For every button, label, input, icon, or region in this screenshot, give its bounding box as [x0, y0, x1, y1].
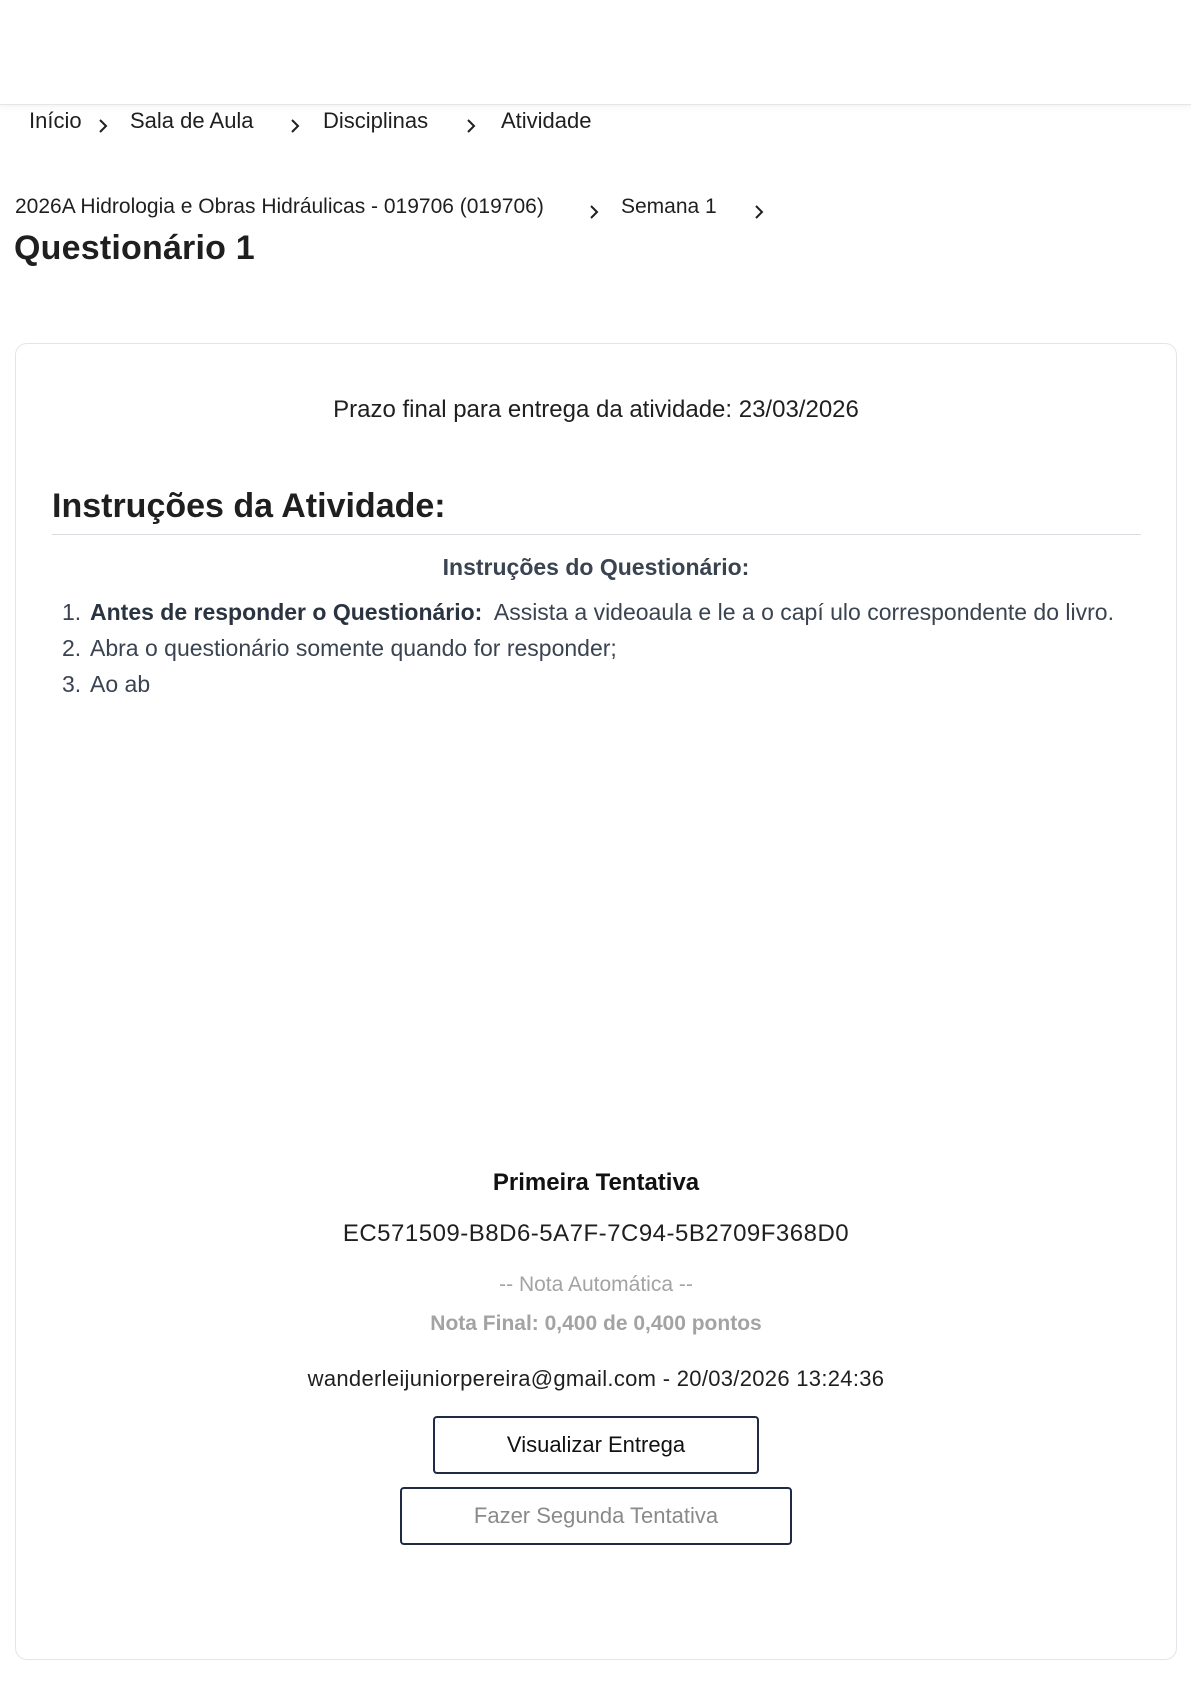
chevron-right-icon — [748, 201, 770, 223]
breadcrumb-course-link[interactable]: 2026A Hidrologia e Obras Hidráulicas - 019706 (019706) — [15, 195, 544, 218]
list-item-bold-text: Antes de responder o Questionário: — [90, 599, 483, 625]
chevron-right-icon — [583, 201, 605, 223]
list-item-number: 1. — [62, 599, 82, 625]
attempt-code: EC571509-B8D6-5A7F-7C94-5B2709F368D0 — [342, 1220, 850, 1247]
breadcrumb-week-link[interactable]: Semana 1 — [621, 195, 717, 218]
list-item-number: 3. — [62, 671, 82, 697]
attempt-title: Primeira Tentativa — [492, 1169, 700, 1196]
breadcrumb-home-link[interactable]: Início — [29, 108, 82, 133]
list-item — [62, 630, 1122, 666]
page-title: Questionário 1 — [14, 229, 255, 267]
final-grade: Nota Final: 0,400 de 0,400 pontos — [430, 1312, 762, 1335]
automatic-grade-note: -- Nota Automática -- — [499, 1273, 693, 1296]
divider — [52, 534, 1141, 535]
view-submission-button[interactable]: Visualizar Entrega — [433, 1416, 759, 1474]
list-item — [62, 594, 1122, 630]
list-item-text: Abra o questionário somente quando for responder; — [90, 635, 617, 661]
breadcrumb-subjects-link[interactable]: Disciplinas — [323, 108, 429, 133]
instructions-list — [62, 594, 1122, 702]
breadcrumb-classroom-link[interactable]: Sala de Aula — [130, 108, 254, 133]
submission-info: wanderleijuniorpereira@gmail.com - 20/03/2026 13:24:36 — [307, 1366, 885, 1391]
questionnaire-instructions-heading: Instruções do Questionário: — [442, 554, 750, 580]
list-item-text: Ao ab — [90, 671, 151, 697]
list-item — [62, 666, 1122, 702]
instructions-title: Instruções da Atividade: — [52, 487, 446, 525]
activity-card — [15, 343, 1177, 1660]
deadline-text: Prazo final para entrega da atividade: 23/03/2026 — [333, 396, 859, 423]
second-attempt-button[interactable]: Fazer Segunda Tentativa — [400, 1487, 792, 1545]
list-item-text: Assista a videoaula e le a o capí ulo correspondente do livro. — [493, 599, 1114, 625]
breadcrumb-current-activity: Atividade — [501, 108, 592, 133]
chevron-right-icon — [460, 115, 482, 137]
list-item-number: 2. — [62, 635, 82, 661]
chevron-right-icon — [284, 115, 306, 137]
chevron-right-icon — [92, 115, 114, 137]
top-header-bar — [0, 0, 1191, 105]
